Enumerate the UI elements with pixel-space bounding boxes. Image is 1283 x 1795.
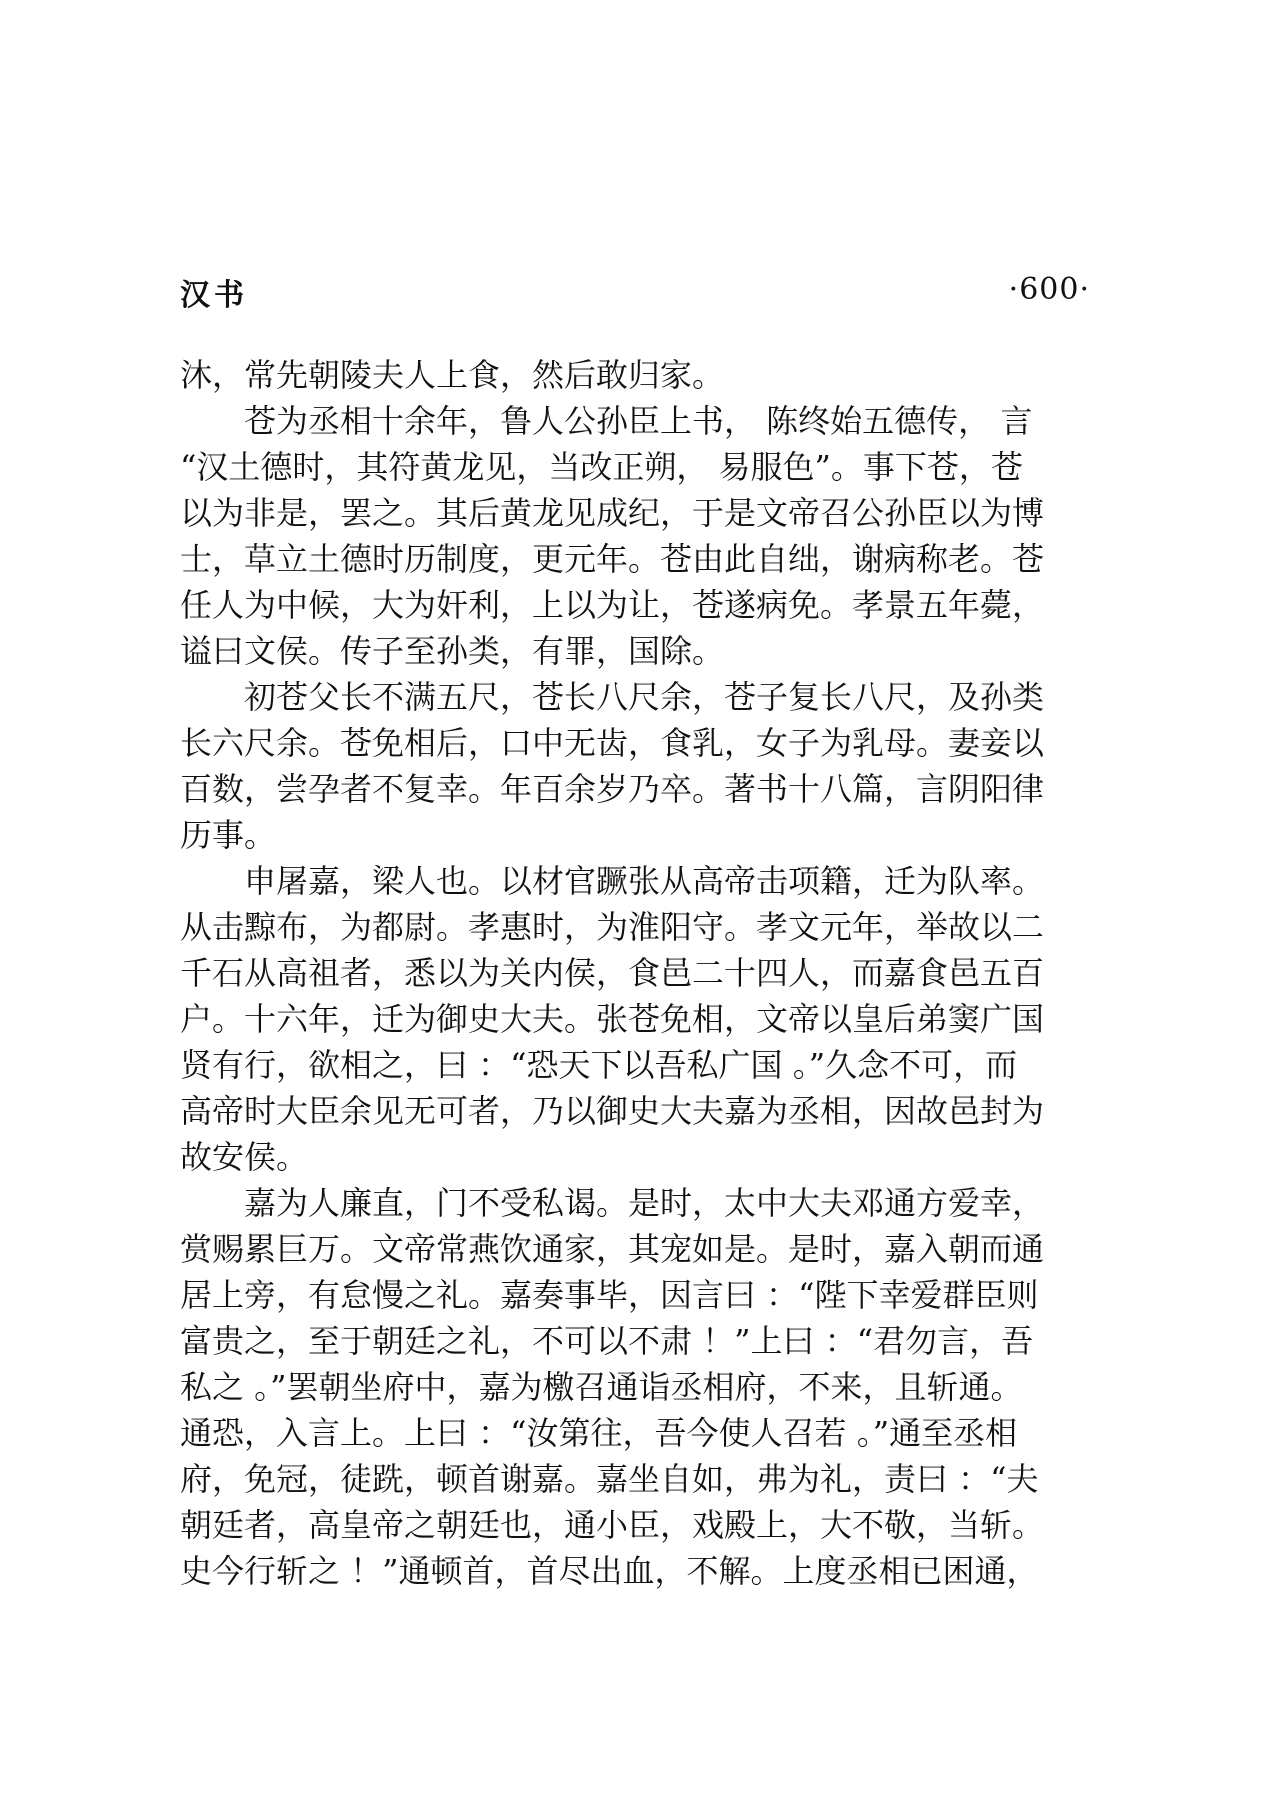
text-line: 朝廷者，高皇帝之朝廷也，通小臣，戏殿上，大不敬，当斩。 bbox=[180, 1506, 1045, 1544]
text-line: 任人为中候，大为奸利，上以为让，苍遂病免。孝景五年薨， bbox=[180, 586, 1045, 624]
text-line: “汉土德时，其符黄龙见，当改正朔， 易服色”。事下苍，苍 bbox=[180, 448, 1023, 486]
text-line: 通恐，入言上。上曰 ：“汝第往，吾今使人召若 。”通至丞相 bbox=[180, 1414, 1018, 1452]
text-line: 千石从高祖者，悉以为关内侯，食邑二十四人，而嘉食邑五百 bbox=[180, 954, 1045, 992]
text-line: 户。十六年，迁为御史大夫。张苍免相，文帝以皇后弟窦广国 bbox=[180, 1000, 1045, 1038]
text-line: 苍为丞相十余年，鲁人公孙臣上书， 陈终始五德传， 言 bbox=[244, 402, 1033, 440]
text-line: 史今行斩之 ！”通顿首，首尽出血，不解。上度丞相已困通， bbox=[180, 1552, 1039, 1590]
text-line: 士，草立土德时历制度，更元年。苍由此自绌，谢病称老。苍 bbox=[180, 540, 1045, 578]
page-header bbox=[180, 270, 1090, 313]
text-line: 故安侯。 bbox=[180, 1138, 309, 1176]
text-line: 高帝时大臣余见无可者，乃以御史大夫嘉为丞相，因故邑封为 bbox=[180, 1092, 1045, 1130]
text-line: 赏赐累巨万。文帝常燕饮通家，其宠如是。是时，嘉入朝而通 bbox=[180, 1230, 1045, 1268]
text-line: 申屠嘉，梁人也。以材官蹶张从高帝击项籍，迁为队率。 bbox=[244, 862, 1045, 900]
page-number: ·600· bbox=[1008, 272, 1090, 307]
text-line: 贤有行，欲相之，曰 ：“恐天下以吾私广国 。”久念不可，而 bbox=[180, 1046, 1018, 1084]
text-line: 初苍父长不满五尺，苍长八尺余，苍子复长八尺，及孙类 bbox=[244, 678, 1045, 716]
text-line: 府，免冠，徒跣，顿首谢嘉。嘉坐自如，弗为礼，责曰 ：“夫 bbox=[180, 1460, 1039, 1498]
text-line: 从击黥布，为都尉。孝惠时，为淮阳守。孝文元年，举故以二 bbox=[180, 908, 1045, 946]
text-line: 谥曰文侯。传子至孙类，有罪，国除。 bbox=[180, 632, 725, 670]
text-line: 以为非是，罢之。其后黄龙见成纪，于是文帝召公孙臣以为博 bbox=[180, 494, 1045, 532]
text-line: 私之 。”罢朝坐府中，嘉为檄召通诣丞相府，不来，且斩通。 bbox=[180, 1368, 1023, 1406]
text-line: 沐，常先朝陵夫人上食，然后敢归家。 bbox=[180, 356, 725, 394]
body-text bbox=[180, 352, 1092, 1594]
text-line: 历事。 bbox=[180, 816, 277, 854]
text-line: 百数，尝孕者不复幸。年百余岁乃卒。著书十八篇，言阴阳律 bbox=[180, 770, 1045, 808]
text-line: 长六尺余。苍免相后，口中无齿，食乳，女子为乳母。妻妾以 bbox=[180, 724, 1045, 762]
book-title: 汉书 bbox=[180, 278, 248, 313]
text-line: 嘉为人廉直，门不受私谒。是时，太中大夫邓通方爱幸， bbox=[244, 1184, 1045, 1222]
text-line: 居上旁，有怠慢之礼。嘉奏事毕，因言曰 ：“陛下幸爱群臣则 bbox=[180, 1276, 1039, 1314]
text-line: 富贵之，至于朝廷之礼，不可以不肃 ！”上曰 ：“君勿言，吾 bbox=[180, 1322, 1034, 1360]
